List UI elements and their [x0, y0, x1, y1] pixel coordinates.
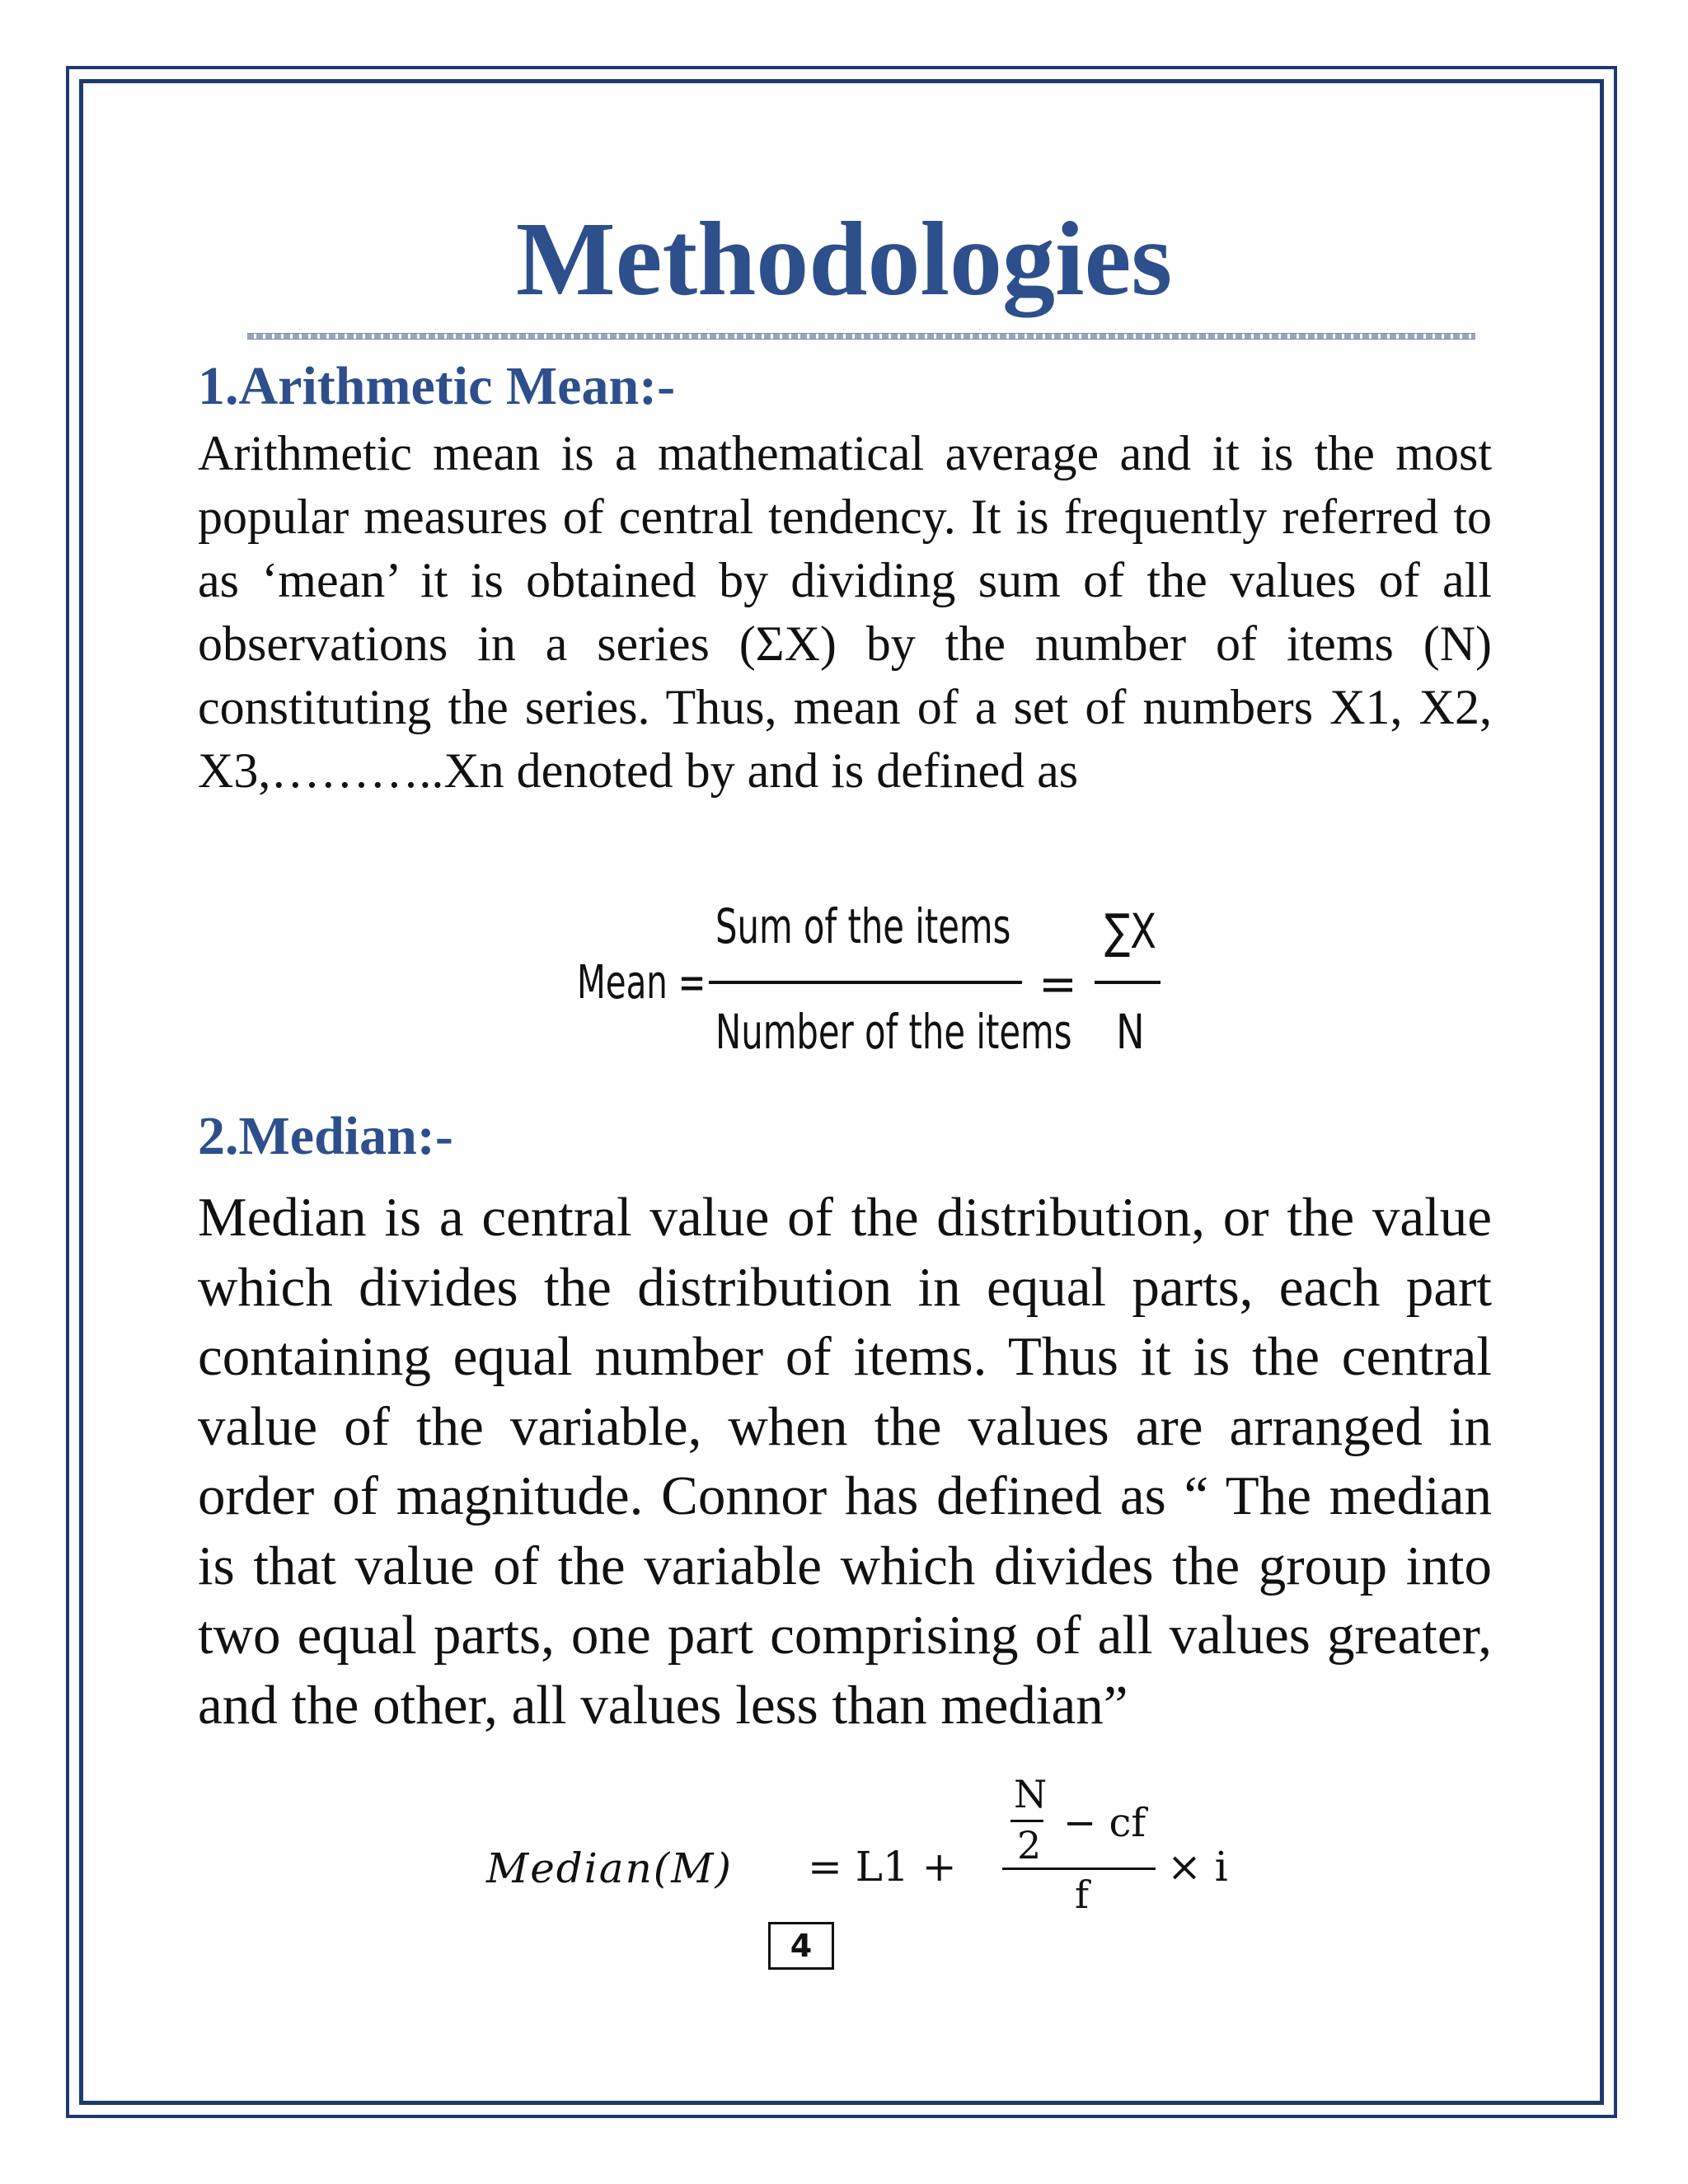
median-formula-f: f — [1075, 1872, 1090, 1917]
title-divider — [247, 333, 1475, 340]
median-formula-times-i: × i — [1167, 1843, 1228, 1891]
median-formula-minus-cf: − cf — [1063, 1800, 1146, 1846]
page-title: Methodologies — [515, 200, 1173, 317]
section-paragraph-arithmetic-mean: Arithmetic mean is a mathematical average and it is the most popular measures of central tendency. It is frequently referred to as ‘mean’ it is obtained by dividing sum of the values of all observations in a series (ΣX) by the number of items (N) constituting the series. Thus, mean of a set of numbers X1, X2, X3,………..Xn denoted by and is defined as — [198, 426, 1492, 798]
mean-formula-fraction-bar-2 — [1095, 981, 1160, 984]
mean-formula-equals: = — [1039, 958, 1077, 1011]
mean-formula-denominator: Number of the items — [715, 1004, 1072, 1060]
mean-formula-sum-symbol: ∑X — [1104, 903, 1157, 959]
section-paragraph-median: Median is a central value of the distribution, or the value which divides the distribution in equal parts, each part containing equal number of items. Thus it is the central value of the variable, when the values are arranged in order of magnitude. Connor has defined as “ The median is that value of the variable which divides the group into two equal parts, one part comprising of all values greater, and the other, all values less than median” — [198, 1187, 1492, 1736]
median-formula-equals-l1: = L1 + — [808, 1843, 957, 1891]
section-heading-median: 2.Median:- — [198, 1106, 453, 1166]
median-formula-fraction-bar — [1002, 1868, 1156, 1870]
median-formula — [486, 1772, 1278, 1920]
median-formula-lhs: Median(M) — [486, 1844, 734, 1892]
mean-formula-numerator: Sum of the items — [715, 898, 1011, 954]
median-formula-two: 2 — [1017, 1823, 1042, 1868]
mean-formula-lhs: Mean = — [577, 956, 706, 1010]
section-heading-arithmetic-mean: 1.Arithmetic Mean:- — [198, 356, 676, 416]
median-formula-n: N — [1014, 1772, 1048, 1816]
mean-formula — [577, 898, 1170, 1063]
mean-formula-n: N — [1116, 1004, 1145, 1060]
mean-formula-fraction-bar — [709, 981, 1022, 984]
median-formula-half-bar — [1010, 1820, 1043, 1822]
page-number: 4 — [768, 1922, 834, 1970]
